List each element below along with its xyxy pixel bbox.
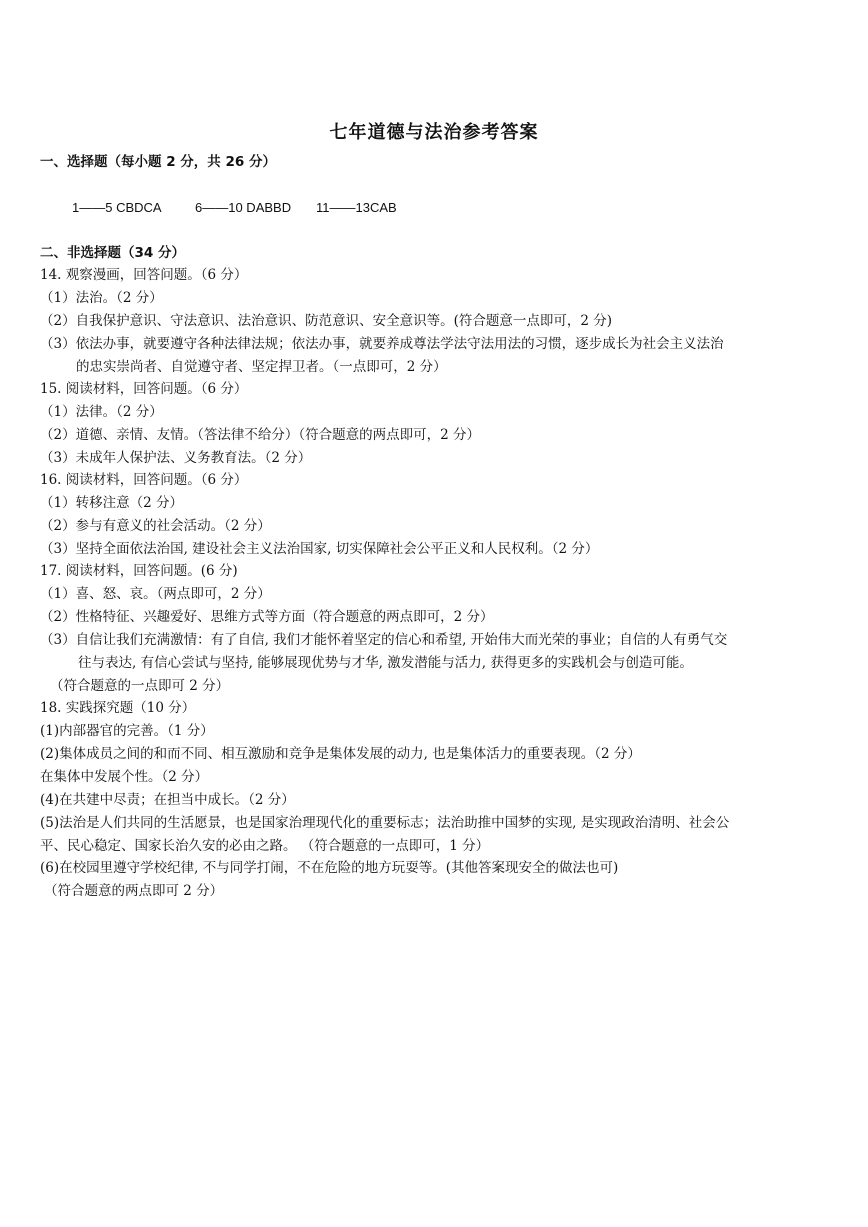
- q15-heading: 15. 阅读材料，回答问题。（6 分）: [40, 381, 248, 397]
- q14-answer-3: （3）依法办事，就要遵守各种法律法规；依法办事，就要养成尊法学法守法用法的习惯，逐步成长为社会主义法治: [40, 336, 724, 352]
- q17-answer-1: （1）喜、怒、哀。（两点即可，2 分）: [40, 586, 271, 602]
- q14-heading: 14. 观察漫画，回答问题。（6 分）: [40, 267, 248, 283]
- q14-answer-1: （1）法治。（2 分）: [40, 290, 163, 306]
- choice-answer-11-13: 11——13CAB: [316, 200, 397, 215]
- q15-answer-1: （1）法律。（2 分）: [40, 404, 163, 420]
- q18-heading: 18. 实践探究题（10 分）: [40, 700, 196, 716]
- q16-answer-2: （2）参与有意义的社会活动。（2 分）: [40, 518, 271, 534]
- q17-answer-3-note: （符合题意的一点即可 2 分）: [50, 678, 230, 694]
- q15-answer-2: （2）道德、亲情、友情。（答法律不给分）（符合题意的两点即可，2 分）: [40, 427, 480, 443]
- q17-answer-3-cont: 往与表达, 有信心尝试与坚持, 能够展现优势与才华, 激发潜能与活力, 获得更多的实践机会与创造可能。: [78, 655, 693, 671]
- q18-answer-5-cont: 平、民心稳定、国家长治久安的必由之路。 （符合题意的一点即可，1 分）: [40, 838, 490, 854]
- choice-answer-1-5: 1——5 CBDCA: [72, 200, 162, 215]
- q16-heading: 16. 阅读材料，回答问题。（6 分）: [40, 472, 248, 488]
- q17-answer-3: （3）自信让我们充满激情：有了自信, 我们才能怀着坚定的信心和希望, 开始伟大而光荣的事业；自信的人有勇气交: [40, 632, 728, 648]
- q18-answer-3: 在集体中发展个性。（2 分）: [40, 769, 209, 785]
- section2-heading: 二、非选择题（34 分）: [40, 245, 185, 261]
- q17-answer-2: （2）性格特征、兴趣爱好、思维方式等方面（符合题意的两点即可，2 分）: [40, 609, 494, 625]
- section1-heading: 一、选择题（每小题 2 分，共 26 分）: [40, 154, 276, 170]
- q14-answer-2: （2）自我保护意识、守法意识、法治意识、防范意识、安全意识等。(符合题意一点即可，2 分): [40, 313, 613, 329]
- q16-answer-1: （1）转移注意（2 分）: [40, 495, 183, 511]
- q15-answer-3: （3）未成年人保护法、义务教育法。（2 分）: [40, 450, 312, 466]
- choice-answer-6-10: 6——10 DABBD: [195, 200, 292, 215]
- q18-answer-5: (5)法治是人们共同的生活愿景，也是国家治理现代化的重要标志；法治助推中国梦的实现, 是实现政治清明、社会公: [40, 815, 730, 831]
- q18-answer-6-note: （符合题意的两点即可 2 分）: [44, 883, 224, 899]
- choice-answers: [72, 199, 834, 217]
- q18-answer-1: (1)内部器官的完善。（1 分）: [40, 723, 214, 739]
- q18-answer-4: (4)在共建中尽责；在担当中成长。（2 分）: [40, 792, 295, 808]
- q14-answer-3-cont: 的忠实崇尚者、自觉遵守者、坚定捍卫者。（一点即可，2 分）: [76, 359, 447, 375]
- q18-answer-6: (6)在校园里遵守学校纪律, 不与同学打闹，不在危险的地方玩耍等。(其他答案现安全的做法也可): [40, 860, 619, 876]
- q18-answer-2: (2)集体成员之间的和而不同、相互激励和竞争是集体发展的动力, 也是集体活力的重要表现。（2 分）: [40, 746, 641, 762]
- q16-answer-3: （3）坚持全面依法治国, 建设社会主义法治国家, 切实保障社会公平正义和人民权利。（2 分）: [40, 541, 599, 557]
- q17-heading: 17. 阅读材料，回答问题。(6 分): [40, 563, 238, 579]
- page-title: 七年道德与法治参考答案: [329, 122, 539, 143]
